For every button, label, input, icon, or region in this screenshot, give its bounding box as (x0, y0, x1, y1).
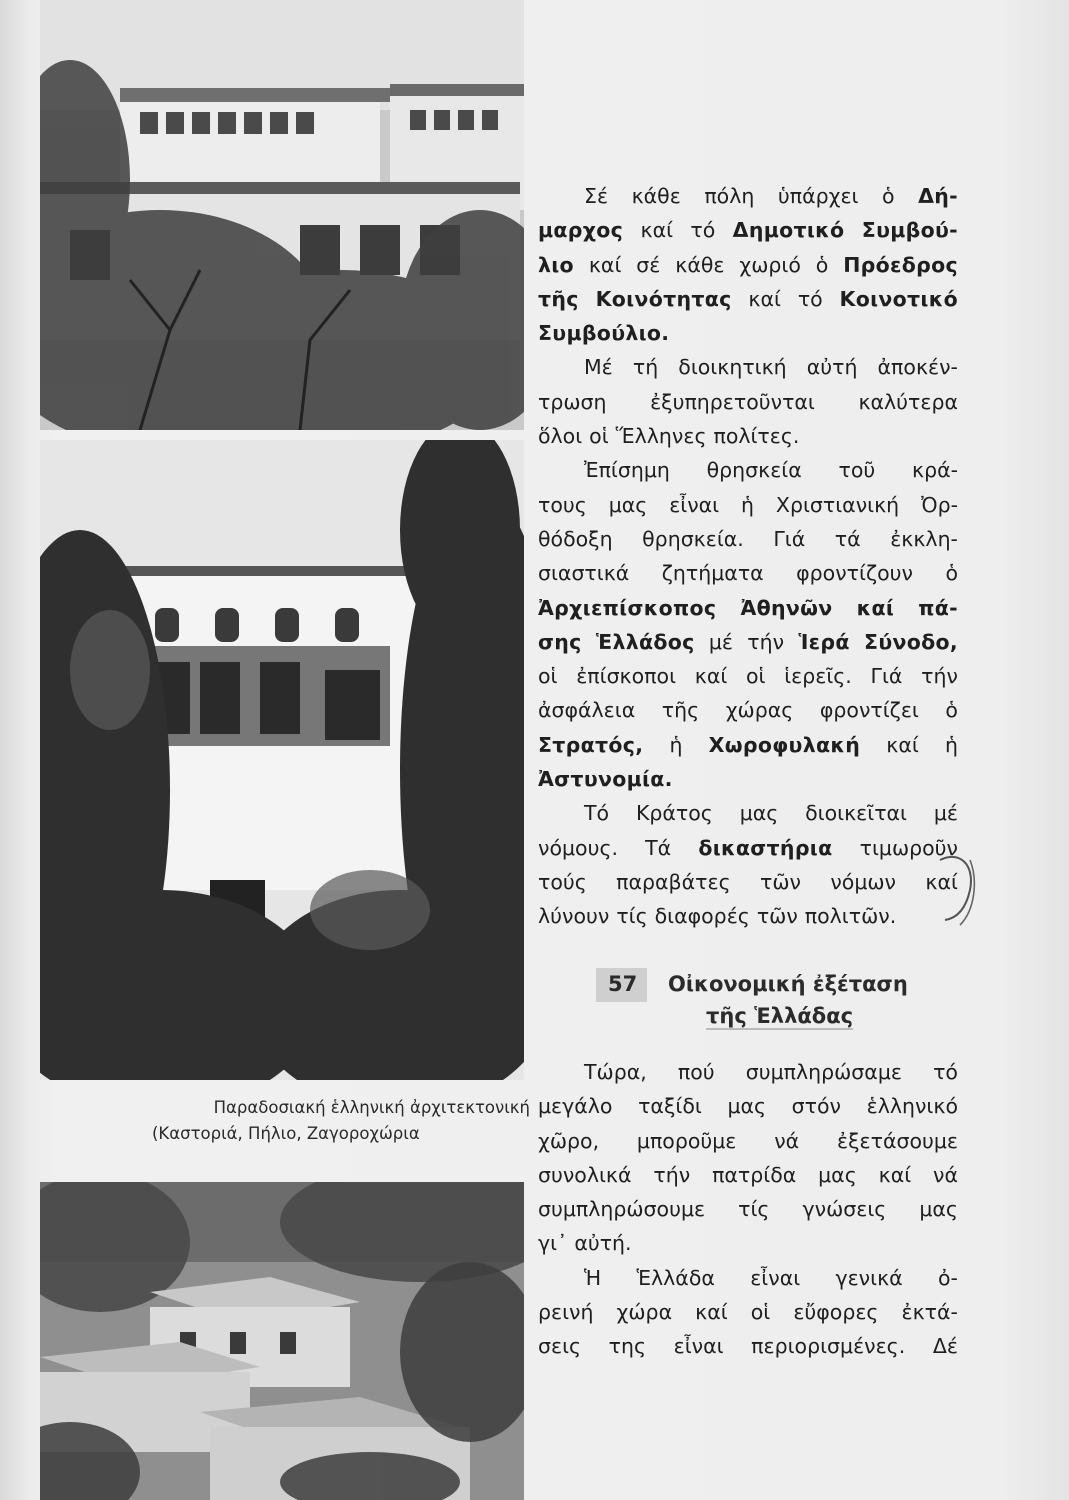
section-title-line-2 (706, 1000, 853, 1032)
caption-line-2: (Καστοριά, Πήλιο, Ζαγοροχώρια (152, 1124, 420, 1143)
body-text-economy: Τώρα, πού συμπληρώσαμε τό μεγάλο ταξίδι μας στόν ἑλληνικό χῶρο, μποροῦμε νά ἐξετάσουμε συνολικά τήν πατρίδα μας καί νά συμπληρώσουμε τίς γνώσεις μας γι᾽ αὐτή. Ἡ Ἑλλάδα εἶναι γενικά ὀ- ρεινή χώρα καί οἱ εὔφορες ἐκτά- σεις της εἶναι περιορισμένες. Δέ (538, 1060, 958, 1359)
body-text-government: Σέ κάθε πόλη ὑπάρχει ὁ Δή- μαρχος καί τό Δημοτικό Συμβού- λιο καί σέ κάθε χωριό ὁ Πρόεδρος τῆς Κοινότητας καί τό Κοινοτικό Συμβούλιο. Μέ τή διοικητική αὐτή ἀποκέν- τρωση ἐξυπηρετοῦνται καλύτερα ὅλοι οἱ Ἕλληνες πολίτες. Ἐπίσημη θρησκεία τοῦ κρά- τους μας εἶναι ἡ Χριστιανική Ὀρ- θόδοξη θρησκεία. Γιά τά ἐκκλη- σιαστικά ζητήματα φροντίζουν ὁ Ἀρχιεπίσκοπος Ἀθηνῶν καί πά- σης Ἑλλάδος μέ τήν Ἱερά Σύνοδο, οἱ ἐπίσκοποι καί οἱ ἱερεῖς. Γιά τήν ἀσφάλεια τῆς χώρας φροντίζει ὁ Στρατός, ἡ Χωροφυλακή καί ἡ Ἀστυνομία. Τό Κράτος μας διοικεῖται μέ νόμους. Τά δικαστήρια τιμωροῦν τούς παραβάτες τῶν νόμων καί λύνουν τίς διαφορές τῶν πολιτῶν. (538, 184, 958, 929)
photo-mansions (40, 0, 524, 430)
section-title-line-1: Οἰκονομική ἐξέταση (668, 972, 908, 996)
section-title-line-2-text: τῆς Ἑλλάδας (706, 1004, 854, 1028)
caption-line-1: Παραδοσιακή ἑλληνική ἀρχιτεκτονική (213, 1098, 530, 1117)
photo-village (40, 1182, 524, 1500)
checkmark-scribble-icon (930, 840, 990, 930)
section-number: 57 (596, 968, 647, 1002)
photo-caption (150, 1095, 530, 1147)
photo-house-facade (40, 440, 524, 1080)
